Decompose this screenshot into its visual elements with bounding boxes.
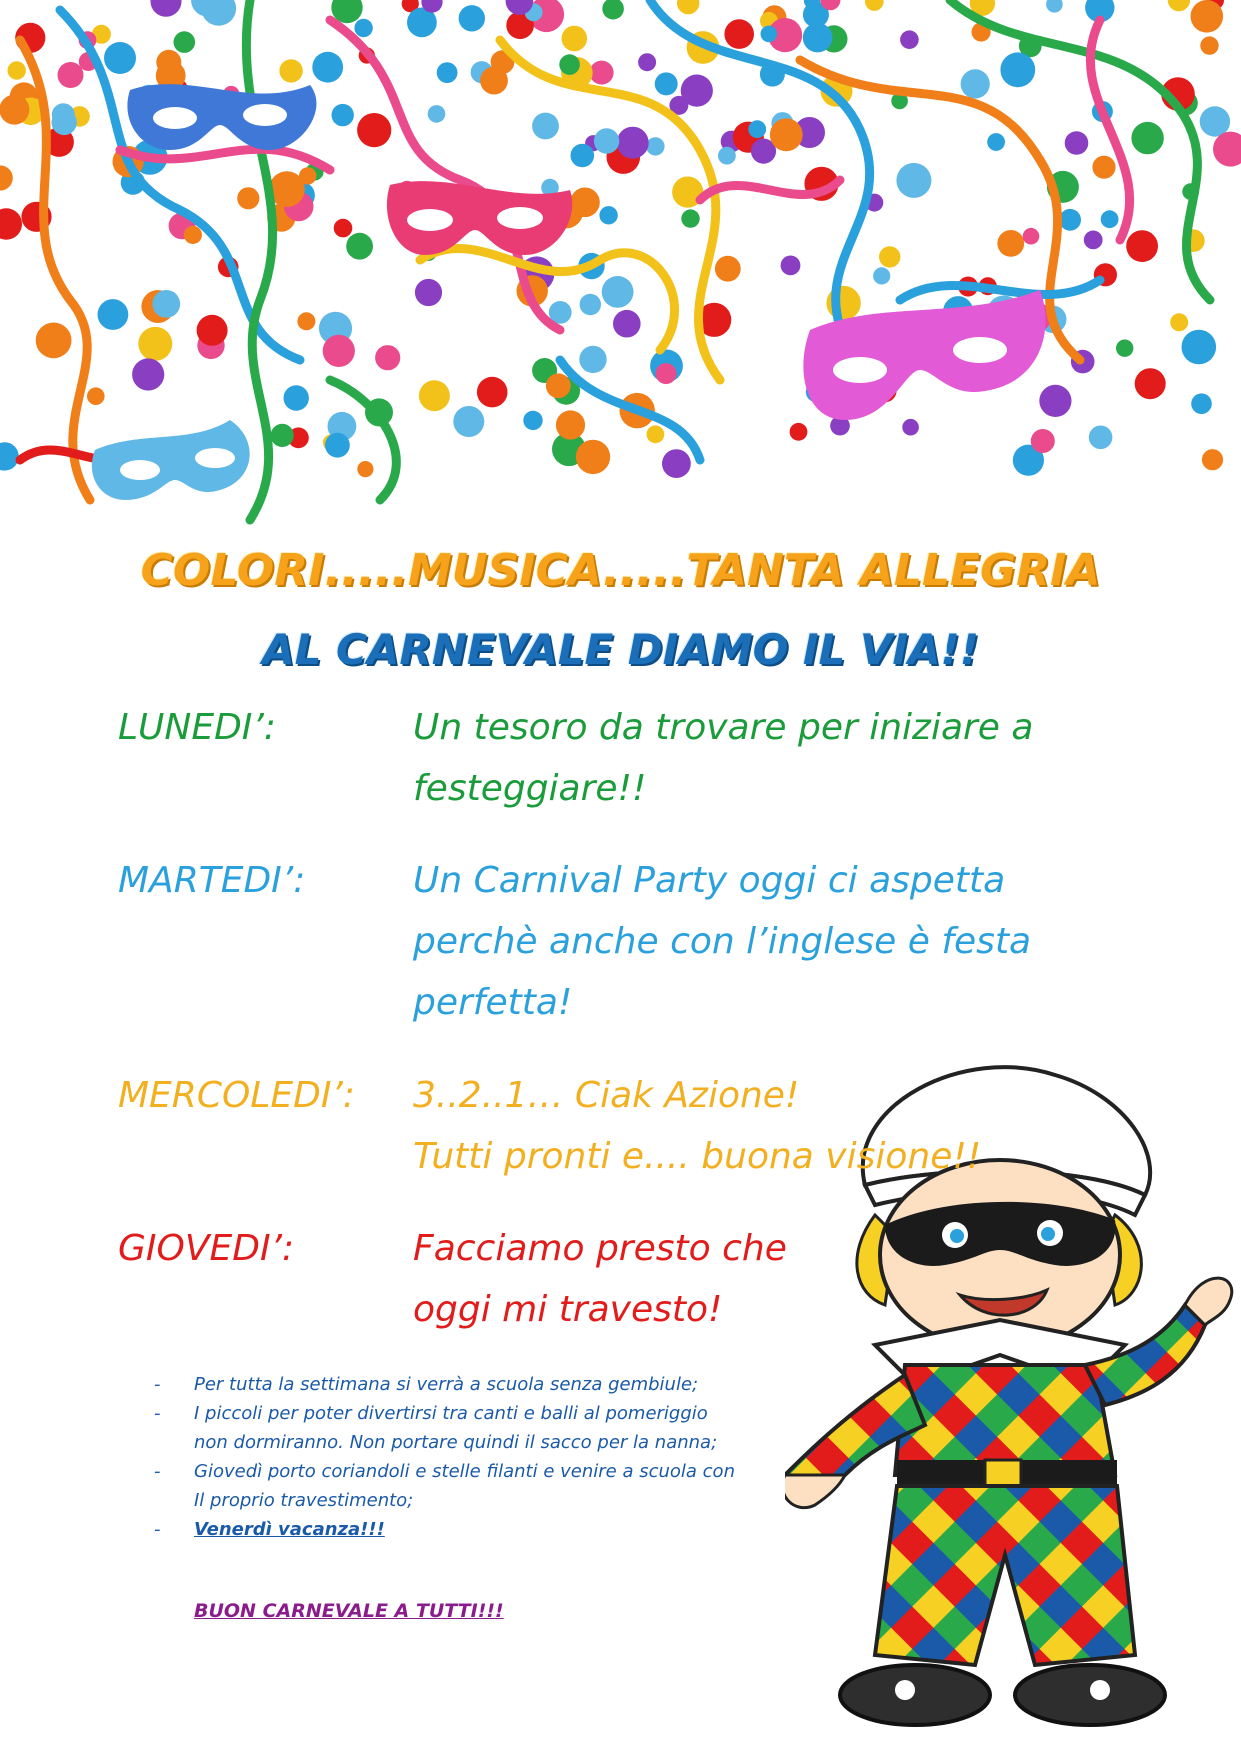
confetti-dot [0,95,29,125]
confetti-dot [790,423,808,441]
confetti-dot [332,104,354,126]
confetti-dot [419,380,450,411]
confetti-dot [961,69,990,98]
activity-line: oggi mi travesto! [413,1289,723,1330]
confetti-dot [599,206,617,224]
note-item [150,1370,750,1399]
confetti-dot [677,0,699,14]
activity-line: Tutti pronti e.... buona visione!! [413,1136,982,1177]
confetti-dot [556,410,585,439]
confetti-dot [346,233,373,260]
confetti-dot [284,385,309,410]
notes-list [150,1370,750,1544]
day-activity [413,850,1193,1033]
confetti-dot [1126,230,1158,262]
confetti-dot [715,256,741,282]
day-label: LUNEDI’: [118,707,276,748]
confetti-dot [1202,449,1223,470]
confetti-dot [638,53,656,71]
confetti-dot [1101,210,1119,228]
confetti-dot [0,165,13,190]
confetti-dot [1039,385,1071,417]
confetti-dot [357,113,391,147]
note-line: Il proprio travestimento; [194,1490,414,1511]
confetti-dot [297,312,315,330]
confetti-dot [662,449,691,478]
confetti-dot [997,230,1024,257]
confetti-dot [151,0,182,17]
confetti-dot [896,163,931,198]
confetti-dot [532,113,559,140]
confetti-dot [415,279,442,306]
confetti-dot [576,440,610,474]
confetti-dot [375,345,400,370]
confetti-dot [900,30,919,49]
confetti-dot [617,127,649,159]
note-line: Per tutta la settimana si verrà a scuola senza gembiule; [194,1374,699,1395]
confetti-dot [428,105,446,123]
confetti-dot [865,0,884,11]
confetti-dot [1023,228,1040,245]
confetti-streamers-illustration [0,0,1241,560]
confetti-dot [1135,368,1166,399]
note-line: non dormiranno. Non portare quindi il sacco per la nanna; [194,1432,718,1453]
day-activity [413,1065,1193,1187]
confetti-dot [1084,231,1103,250]
activity-line: festeggiare!! [413,768,647,809]
confetti-dot [98,299,129,330]
confetti-dot [1000,52,1035,87]
confetti-dot [718,147,736,165]
confetti-dot [1065,131,1089,155]
confetti-dot [594,128,619,153]
confetti-dot [748,120,766,138]
confetti-dot [58,62,84,88]
activity-line: perchè anche con l’inglese è festa [413,921,1032,962]
confetti-dot [0,208,22,239]
confetti-dot [571,144,595,168]
day-label: MARTEDI’: [118,860,306,901]
confetti-dot [325,433,350,458]
confetti-dot [1089,426,1113,450]
confetti-dot [8,61,26,79]
confetti-dot [36,323,72,359]
confetti-dot [459,5,485,31]
confetti-dot [902,419,919,436]
confetti-dot [580,294,601,315]
confetti-dot [312,52,343,83]
confetti-dot [437,62,458,83]
confetti-dot [184,226,202,244]
confetti-dot [87,387,105,405]
note-line: Giovedì porto coriandoli e stelle filanti e venire a scuola con [194,1461,735,1482]
confetti-dot [590,61,614,85]
note-item [150,1399,750,1457]
note-line: I piccoli per poter divertirsi tra canti e balli al pomeriggio [194,1403,708,1424]
confetti-dot [1046,0,1063,13]
confetti-dot [559,54,580,75]
confetti-dot [873,267,890,284]
confetti-dot [1116,340,1133,357]
confetti-dot [1200,106,1230,136]
confetti-dot [613,310,641,338]
confetti-dot [1191,393,1212,414]
confetti-dot [1213,132,1241,167]
confetti-dot [1200,36,1218,54]
confetti-dot [334,219,353,238]
confetti-dot [323,335,355,367]
confetti-dot [562,26,588,52]
confetti-dot [237,187,259,209]
confetti-dot [761,26,778,43]
day-label: MERCOLEDI’: [118,1075,356,1116]
confetti-dot [570,188,600,218]
activity-line: Facciamo presto che [413,1228,787,1269]
confetti-dot [724,19,754,49]
confetti-dot [1031,429,1055,453]
activity-line: Un Carnival Party oggi ci aspetta [413,860,1006,901]
confetti-dot [523,411,542,430]
closing-greeting: BUON CARNEVALE A TUTTI!!! [194,1600,504,1622]
confetti-dot [781,256,801,276]
confetti-dot [477,377,508,408]
confetti-dot [1170,313,1188,331]
confetti-dot [174,31,196,53]
confetti-dot [879,246,900,267]
confetti-dot [138,327,172,361]
confetti-dot [453,406,484,437]
confetti-dot [104,42,136,74]
confetti-dot [803,23,833,53]
confetti-dot [1191,0,1224,33]
confetti-dot [656,363,677,384]
confetti-dot [770,118,803,151]
note-line: Venerdì vacanza!!! [194,1519,385,1540]
confetti-dot [1059,209,1081,231]
confetti-dot [647,425,665,443]
confetti-dot [1182,330,1217,365]
confetti-dot [602,0,624,20]
confetti-dot [197,315,228,346]
confetti-dot [357,461,373,477]
confetti-dot [655,72,678,95]
confetti-dot [681,75,713,107]
headline-title: COLORI.....MUSICA.....TANTA ALLEGRIA [140,545,1101,596]
confetti-dot [1168,0,1190,11]
activity-line: perfetta! [413,982,573,1023]
confetti-dot [132,358,164,390]
day-activity [413,1218,1193,1340]
confetti-dot [546,373,571,398]
confetti-dot [0,442,19,470]
confetti-dot [480,67,508,95]
confetti-dot [646,137,664,155]
activity-line: 3..2..1… Ciak Azione! [413,1075,800,1116]
confetti-dot [987,133,1005,151]
confetti-dot [152,290,180,318]
note-item [150,1457,750,1515]
confetti-dot [579,346,606,373]
note-item [150,1515,750,1544]
day-label: GIOVEDI’: [118,1228,295,1269]
confetti-dot [1131,122,1163,154]
confetti-dot [279,59,302,82]
confetti-dot [1092,156,1115,179]
confetti-dot [681,209,699,227]
confetti-dot [602,276,634,308]
confetti-dot [354,19,372,37]
confetti-dot [271,424,294,447]
confetti-dot [52,103,75,126]
day-activity [413,697,1193,819]
headline-subtitle: AL CARNEVALE DIAMO IL VIA!! [262,625,979,674]
activity-line: Un tesoro da trovare per iniziare a [413,707,1034,748]
